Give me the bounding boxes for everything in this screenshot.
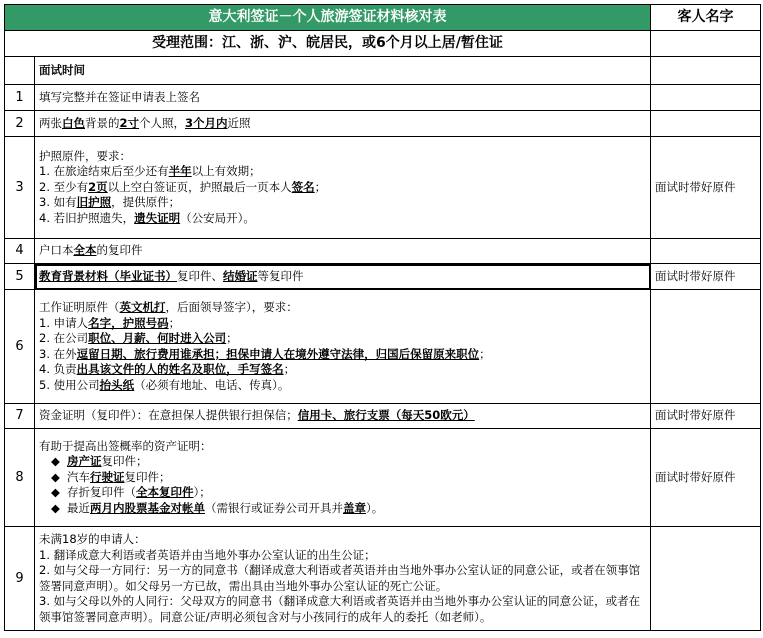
- item-intro: 有助于提高出签概率的资产证明：: [39, 438, 212, 453]
- interview-time-cell[interactable]: 面试时间: [35, 57, 651, 85]
- item-line: [39, 501, 646, 517]
- note-cell-5[interactable]: 面试时带好原件: [651, 264, 761, 290]
- text-run: 房产证: [67, 454, 102, 469]
- text-run: 盖章: [343, 500, 366, 515]
- item-intro: 护照原件，要求：: [39, 148, 131, 163]
- item-line: [39, 362, 646, 378]
- text-run: 遗失证明: [134, 210, 181, 225]
- note-cell-2[interactable]: [651, 111, 761, 137]
- table-row: [5, 137, 761, 239]
- item-line: 1. 翻译成意大利语或者英语并由当地外事办公室认证的出生公证；: [39, 547, 376, 562]
- text-run: 3. 如有: [39, 195, 77, 210]
- text-run: 等复印件: [257, 268, 304, 283]
- row-number[interactable]: 9: [5, 527, 35, 631]
- title-row: [5, 5, 761, 31]
- table-row: [5, 404, 761, 429]
- item-line: [39, 347, 646, 363]
- text-run: 以上空白签证页，护照最后一页本人: [107, 179, 292, 194]
- row-number[interactable]: 4: [5, 239, 35, 264]
- text-run: 汽车: [67, 469, 90, 484]
- row-number[interactable]: 2: [5, 111, 35, 137]
- row-number[interactable]: 6: [5, 290, 35, 404]
- item-line: [39, 331, 646, 347]
- text-run: 资金证明（复印件）：在意担保人提供银行担保信；: [39, 408, 298, 423]
- text-run: 行驶证: [90, 469, 125, 484]
- interview-note-cell[interactable]: [651, 57, 761, 85]
- checklist-table: [4, 4, 761, 631]
- item-line: [39, 470, 646, 486]
- text-run: 2. 至少有: [39, 179, 89, 194]
- item-cell-6[interactable]: [35, 290, 651, 404]
- text-run: 复印件；: [101, 454, 148, 469]
- scope-cell[interactable]: 受理范围：江、浙、沪、皖居民，或6个月以上居/暂住证: [5, 31, 651, 57]
- table-row: [5, 85, 761, 111]
- text-run: 最近: [67, 500, 90, 515]
- item-cell-5-selected[interactable]: [35, 264, 651, 290]
- text-run: 出具该文件的人的姓名及职位，手写签名: [76, 362, 284, 376]
- interview-num-cell[interactable]: [5, 57, 35, 85]
- text-run: 5. 使用公司: [39, 377, 100, 392]
- text-run: 个人照，: [139, 115, 186, 130]
- text-run: 职位、月薪、何时进入公司: [88, 331, 227, 345]
- item-line: [39, 195, 646, 211]
- text-run: 1. 在旅途结束后至少还有: [39, 164, 169, 179]
- diamond-bullet-icon: ◆: [51, 454, 60, 469]
- diamond-bullet-icon: ◆: [51, 485, 60, 500]
- table-row: [5, 239, 761, 264]
- item-cell-3[interactable]: [35, 137, 651, 239]
- table-row: [5, 527, 761, 631]
- text-run: ）；: [193, 485, 211, 500]
- text-run: 两张: [39, 115, 62, 130]
- text-run: ；: [479, 346, 491, 361]
- client-name-header[interactable]: 客人名字: [651, 5, 761, 31]
- item-line: [39, 485, 646, 501]
- item-line: [39, 164, 646, 180]
- item-intro: 未满18岁的申请人：: [39, 532, 146, 546]
- row-number[interactable]: 3: [5, 137, 35, 239]
- item-cell-1[interactable]: 填写完整并在签证申请表上签名: [35, 85, 651, 111]
- scope-note-cell[interactable]: [651, 31, 761, 57]
- row-number[interactable]: 1: [5, 85, 35, 111]
- table-row: [5, 111, 761, 137]
- row-number[interactable]: 5: [5, 264, 35, 290]
- note-cell-7[interactable]: 面试时带好原件: [651, 404, 761, 429]
- text-run: ，提供原件；: [111, 195, 181, 210]
- item-line: [39, 454, 646, 470]
- text-run: 名字，护照号码: [88, 315, 169, 330]
- note-cell-3[interactable]: 面试时带好原件: [651, 137, 761, 239]
- text-run: ；: [168, 315, 181, 330]
- text-run: 背景的: [85, 115, 120, 130]
- text-run: （必须有地址、电话、传真）。: [134, 377, 290, 392]
- note-cell-4[interactable]: [651, 239, 761, 264]
- diamond-bullet-icon: ◆: [51, 500, 60, 515]
- text-run: 2页: [88, 179, 108, 194]
- item-cell-9[interactable]: [35, 527, 651, 631]
- item-cell-4[interactable]: [35, 239, 651, 264]
- note-cell-1[interactable]: [651, 85, 761, 111]
- text-run: 近照: [227, 115, 251, 130]
- text-run: 复印件、: [177, 268, 223, 283]
- text-run: ；: [283, 362, 296, 376]
- text-run: 户口本: [39, 243, 74, 258]
- note-cell-8[interactable]: 面试时带好原件: [651, 429, 761, 527]
- sheet-title[interactable]: 意大利签证－个人旅游签证材料核对表: [5, 5, 651, 31]
- text-run: 2. 在公司: [39, 331, 89, 345]
- item-intro: [39, 300, 646, 316]
- interview-row: [5, 57, 761, 85]
- text-run: 逗留日期、旅行费用谁承担；担保申请人在境外遵守法律，归国后保留原来职位: [76, 346, 480, 361]
- text-run: ；: [314, 179, 327, 194]
- note-cell-6[interactable]: [651, 290, 761, 404]
- text-run: 白色: [62, 115, 85, 130]
- text-run: 工作证明原件（: [39, 300, 120, 314]
- text-run: 以上有效期；: [191, 164, 261, 179]
- text-run: 全本复印件: [136, 485, 194, 500]
- text-run: 英文机打: [119, 300, 166, 314]
- text-run: 全本: [73, 243, 97, 258]
- row-number[interactable]: 7: [5, 404, 35, 429]
- item-cell-2[interactable]: [35, 111, 651, 137]
- text-run: 两月内股票基金对帐单: [90, 500, 205, 515]
- text-run: 2寸: [119, 115, 140, 130]
- text-run: 签名: [291, 179, 315, 194]
- text-run: 结婚证: [223, 268, 258, 283]
- table-row: [5, 290, 761, 404]
- text-run: 3个月内: [185, 115, 228, 130]
- text-run: 半年: [168, 164, 192, 179]
- text-run: 旧护照: [76, 195, 112, 210]
- diamond-bullet-icon: ◆: [51, 469, 60, 484]
- text-run: 抬头纸: [99, 377, 135, 392]
- text-run: 4. 负责: [39, 362, 77, 376]
- text-run: 3. 在外: [39, 346, 77, 361]
- row-number[interactable]: 8: [5, 429, 35, 527]
- text-run: （需银行或证券公司开具并: [205, 500, 343, 515]
- note-cell-9[interactable]: [651, 527, 761, 631]
- text-run: ，后面领导签字），要求：: [165, 300, 298, 314]
- item-line: [39, 211, 646, 227]
- text-run: 教育背景材料（毕业证书）: [39, 268, 177, 283]
- table-row: [5, 264, 761, 290]
- text-run: 存折复印件（: [67, 485, 136, 500]
- text-run: 1. 申请人: [39, 315, 89, 330]
- text-run: 复印件；: [124, 469, 171, 484]
- item-line: [39, 378, 646, 394]
- item-cell-7[interactable]: [35, 404, 651, 429]
- text-run: （公安局开）。: [180, 210, 255, 225]
- item-line: [39, 180, 646, 196]
- item-cell-8[interactable]: [35, 429, 651, 527]
- table-row: [5, 429, 761, 527]
- item-line: 3. 如与父母以外的人同行：父母双方的同意书（翻译成意大利语或者英语并由当地外事办公室认证的同意公证，或者在领事馆签署同意声明）。同意公证/声明必须包含对与小孩同行的成年人的委托（如老师）。: [39, 594, 641, 624]
- item-line: [39, 316, 646, 332]
- text-run: ）。: [366, 500, 384, 515]
- text-run: ；: [226, 331, 238, 345]
- text-run: 4. 若旧护照遗失，: [39, 210, 135, 225]
- scope-row: [5, 31, 761, 57]
- item-line: 2. 如与父母一方同行：另一方的同意书（翻译成意大利语或者英语并由当地外事办公室认证的同意公证，或者在领事馆签署同意声明）。如父母另一方已故，需出具由当地外事办公室认证的死亡公证。: [39, 563, 641, 593]
- text-run: 信用卡、旅行支票（每天50欧元）: [297, 408, 475, 423]
- text-run: 的复印件: [96, 243, 143, 258]
